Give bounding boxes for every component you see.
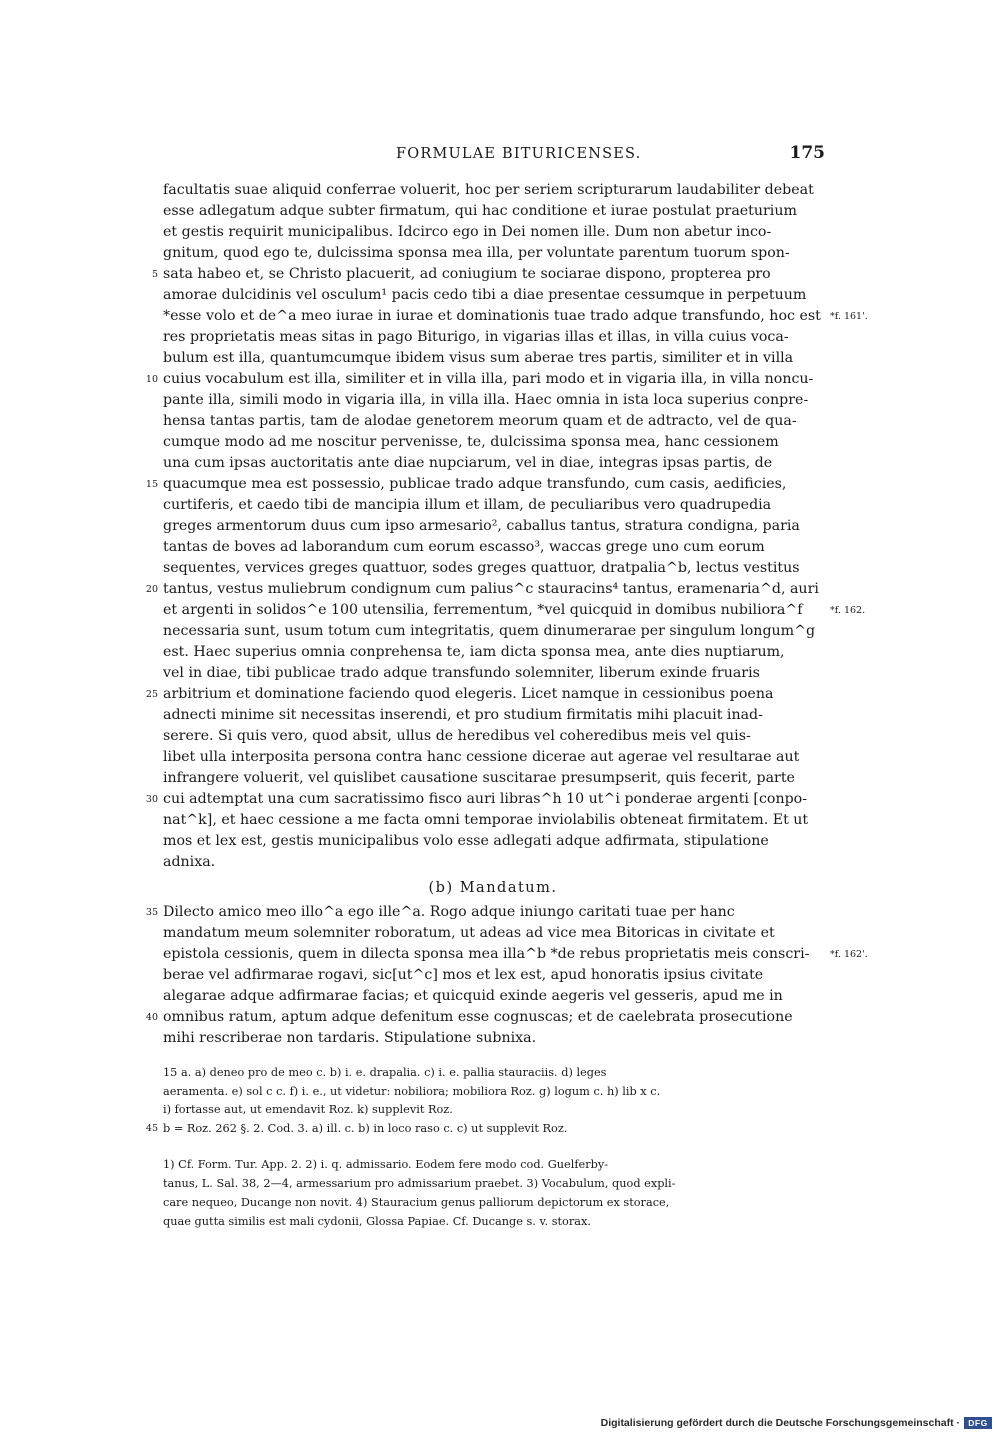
footer-text: Digitalisierung gefördert durch die Deutsche Forschungsgemeinschaft · bbox=[600, 1417, 960, 1429]
text-line bbox=[0, 180, 1000, 201]
text-line bbox=[0, 789, 1000, 810]
line-text: i) fortasse aut, ut emendavit Roz. k) supplevit Roz. bbox=[163, 1103, 453, 1116]
note-line bbox=[0, 1156, 1000, 1174]
text-line bbox=[0, 558, 1000, 579]
text-line bbox=[0, 285, 1000, 306]
line-number: 20 bbox=[145, 584, 158, 595]
text-line bbox=[0, 965, 1000, 986]
text-line bbox=[0, 705, 1000, 726]
note-line bbox=[0, 1120, 1000, 1138]
line-text: care nequeo, Ducange non novit. 4) Stauracium genus palliorum depictorum ex storace, bbox=[163, 1196, 670, 1209]
line-text: arbitrium et dominatione faciendo quod elegeris. Licet namque in cessionibus poena bbox=[163, 686, 774, 702]
line-text: cumque modo ad me noscitur pervenisse, te, dulcissima sponsa mea, hanc cessionem bbox=[163, 434, 779, 450]
text-line bbox=[0, 902, 1000, 923]
text-line bbox=[0, 747, 1000, 768]
line-text: omnibus ratum, aptum adque defenitum esse cognuscas; et de caelebrata prosecutione bbox=[163, 1009, 793, 1025]
line-text: res proprietatis meas sitas in pago Biturigo, in vigarias illas et illas, in villa cuius voca- bbox=[163, 329, 789, 345]
text-line bbox=[0, 1028, 1000, 1049]
section-subheading: (b) Mandatum. bbox=[428, 880, 558, 896]
line-number: 35 bbox=[145, 907, 158, 918]
text-line bbox=[0, 306, 1000, 327]
text-line bbox=[0, 831, 1000, 852]
line-text: greges armentorum duus cum ipso armesario², caballus tantus, stratura condigna, paria bbox=[163, 518, 800, 534]
line-text: amorae dulcidinis vel osculum¹ pacis cedo tibi a diae presentae cessumque in perpetuum bbox=[163, 287, 807, 303]
text-line bbox=[0, 579, 1000, 600]
text-line bbox=[0, 944, 1000, 965]
line-text: necessaria sunt, usum totum cum integritatis, quem dinumerarae per singulum longum^g bbox=[163, 623, 816, 639]
line-text: tanus, L. Sal. 38, 2—4, armessarium pro admissarium praebet. 3) Vocabulum, quod expli- bbox=[163, 1177, 676, 1190]
line-number: 25 bbox=[145, 689, 158, 700]
line-number: 30 bbox=[145, 794, 158, 805]
line-text: libet ulla interposita persona contra hanc cessione dicerae aut agerae vel resultarae aut bbox=[163, 749, 800, 765]
folio-margin-note: *f. 161'. bbox=[830, 311, 868, 322]
text-line bbox=[0, 810, 1000, 831]
line-text: 1) Cf. Form. Tur. App. 2. 2) i. q. admissario. Eodem fere modo cod. Guelferby- bbox=[163, 1158, 609, 1171]
line-text: una cum ipsas auctoritatis ante diae nupciarum, vel in diae, integras ipsas partis, de bbox=[163, 455, 773, 471]
line-text: cuius vocabulum est illa, similiter et in villa illa, pari modo et in vigaria illa, in villa noncu- bbox=[163, 371, 814, 387]
text-line bbox=[0, 537, 1000, 558]
line-text: gnitum, quod ego te, dulcissima sponsa mea illa, per voluntate parentum tuorum spon- bbox=[163, 245, 790, 261]
text-line bbox=[0, 684, 1000, 705]
line-text: cui adtemptat una cum sacratissimo fisco auri libras^h 10 ut^i ponderae argenti [conpo- bbox=[163, 791, 808, 807]
line-number: 5 bbox=[151, 269, 158, 280]
line-text: epistola cessionis, quem in dilecta sponsa mea illa^b *de rebus proprietatis meis conscri- bbox=[163, 946, 810, 962]
folio-margin-note: *f. 162'. bbox=[830, 949, 868, 960]
line-text: tantas de boves ad laborandum cum eorum escasso³, waccas grege uno cum eorum bbox=[163, 539, 765, 555]
text-line bbox=[0, 327, 1000, 348]
line-text: b = Roz. 262 §. 2. Cod. 3. a) ill. c. b) in loco raso c. c) ut supplevit Roz. bbox=[163, 1121, 568, 1135]
line-number: 40 bbox=[145, 1012, 158, 1023]
text-line bbox=[0, 201, 1000, 222]
text-line bbox=[0, 390, 1000, 411]
text-line bbox=[0, 986, 1000, 1007]
running-header bbox=[160, 143, 825, 168]
line-text: 15 a. a) deneo pro de meo c. b) i. e. drapalia. c) i. e. pallia stauraciis. d) leges bbox=[163, 1066, 607, 1079]
text-line bbox=[0, 222, 1000, 243]
line-text: berae vel adfirmarae rogavi, sic[ut^c] mos et lex est, apud honoratis ipsius civitate bbox=[163, 967, 764, 983]
note-line bbox=[0, 1175, 1000, 1193]
line-text: mandatum meum solemniter roboratum, ut adeas ad vice mea Bitoricas in civitate et bbox=[163, 925, 775, 941]
line-number: 10 bbox=[145, 374, 158, 385]
page-number: 175 bbox=[789, 143, 825, 163]
line-text: facultatis suae aliquid conferrae voluerit, hoc per seriem scripturarum laudabiliter debeat bbox=[163, 182, 814, 198]
folio-margin-note: *f. 162. bbox=[830, 605, 866, 616]
text-line bbox=[0, 411, 1000, 432]
text-line bbox=[0, 600, 1000, 621]
line-text: tantus, vestus muliebrum condignum cum palius^c stauracins⁴ tantus, eramenaria^d, auri bbox=[163, 581, 819, 597]
text-line bbox=[0, 432, 1000, 453]
line-text: alegarae adque adfirmarae facias; et quicquid exinde aegeris vel gesseris, apud me in bbox=[163, 988, 783, 1004]
line-text: esse adlegatum adque subter firmatum, qui hac conditione et iurae postulat praeturium bbox=[163, 203, 797, 219]
text-line bbox=[0, 348, 1000, 369]
line-text: pante illa, simili modo in vigaria illa, in villa illa. Haec omnia in ista loca superius conpre- bbox=[163, 392, 809, 408]
line-text: infrangere voluerit, vel quislibet causatione suscitarae presumpserit, quis fecerit, parte bbox=[163, 770, 795, 786]
dfg-footer bbox=[601, 1416, 992, 1430]
text-line bbox=[0, 264, 1000, 285]
note-line bbox=[0, 1083, 1000, 1101]
running-title: FORMULAE BITURICENSES. bbox=[396, 146, 642, 162]
line-text: sequentes, vervices greges quattuor, sodes greges quattuor, dratpalia^b, lectus vestitus bbox=[163, 560, 800, 576]
dfg-logo bbox=[964, 1417, 992, 1429]
line-text: bulum est illa, quantumcumque ibidem visus sum aberae tres partis, similiter et in villa bbox=[163, 350, 794, 366]
text-line bbox=[0, 1007, 1000, 1028]
line-text: et gestis requirit municipalibus. Idcirco ego in Dei nomen ille. Dum non abetur inco- bbox=[163, 224, 772, 240]
line-text: adnixa. bbox=[163, 854, 216, 870]
text-line bbox=[0, 923, 1000, 944]
line-number: 15 bbox=[145, 479, 158, 490]
note-line bbox=[0, 1194, 1000, 1212]
line-text: et argenti in solidos^e 100 utensilia, ferrementum, *vel quicquid in domibus nubiliora^f bbox=[163, 602, 803, 618]
line-text: curtiferis, et caedo tibi de mancipia illum et illam, de peculiaribus vero quadrupedia bbox=[163, 497, 772, 513]
note-line bbox=[0, 1101, 1000, 1119]
text-line bbox=[0, 453, 1000, 474]
text-line bbox=[0, 474, 1000, 495]
text-line bbox=[0, 642, 1000, 663]
line-text: Dilecto amico meo illo^a ego ille^a. Rogo adque iniungo caritati tuae per hanc bbox=[163, 904, 735, 920]
line-text: aeramenta. e) sol c c. f) i. e., ut videtur: nobiliora; mobiliora Roz. g) logum c. h) lib x c. bbox=[163, 1084, 661, 1098]
text-line bbox=[0, 768, 1000, 789]
line-text: *esse volo et de^a meo iurae in iurae et dominationis tuae trado adque transfundo, hoc est bbox=[163, 308, 821, 324]
note-line bbox=[0, 1064, 1000, 1082]
dfg-logo-text: DFG bbox=[968, 1418, 988, 1428]
line-text: serere. Si quis vero, quod absit, ullus de heredibus vel coheredibus meis vel quis- bbox=[163, 728, 751, 744]
line-text: mihi rescriberae non tardaris. Stipulatione subnixa. bbox=[163, 1030, 537, 1046]
text-line bbox=[0, 243, 1000, 264]
text-line bbox=[0, 852, 1000, 873]
text-line bbox=[0, 369, 1000, 390]
line-text: mos et lex est, gestis municipalibus volo esse adlegati adque adfirmata, stipulatione bbox=[163, 833, 769, 849]
line-text: quacumque mea est possessio, publicae trado adque transfundo, cum casis, aedificies, bbox=[163, 476, 787, 492]
line-text: nat^k], et haec cessione a me facta omni temporae inviolabilis obteneat firmitatem. Et ut bbox=[163, 812, 809, 828]
text-line bbox=[0, 726, 1000, 747]
line-text: quae gutta similis est mali cydonii, Glossa Papiae. Cf. Ducange s. v. storax. bbox=[163, 1215, 591, 1228]
line-text: vel in diae, tibi publicae trado adque transfundo solemniter, liberum exinde fruaris bbox=[163, 665, 760, 681]
line-text: sata habeo et, se Christo placuerit, ad coniugium te sociarae dispono, propterea pro bbox=[163, 266, 771, 282]
line-text: adnecti minime sit necessitas inserendi, et pro studium firmitatis mihi placuit inad- bbox=[163, 707, 763, 723]
text-line bbox=[0, 621, 1000, 642]
line-number: 45 bbox=[145, 1122, 158, 1134]
line-text: hensa tantas partis, tam de alodae genetorem meorum quam et de adtracto, vel de qua- bbox=[163, 413, 797, 429]
text-line bbox=[0, 516, 1000, 537]
line-text: est. Haec superius omnia conprehensa te, iam dicta sponsa mea, ante dies nuptiarum, bbox=[163, 644, 785, 660]
note-line bbox=[0, 1213, 1000, 1231]
text-line bbox=[0, 663, 1000, 684]
text-line bbox=[0, 495, 1000, 516]
